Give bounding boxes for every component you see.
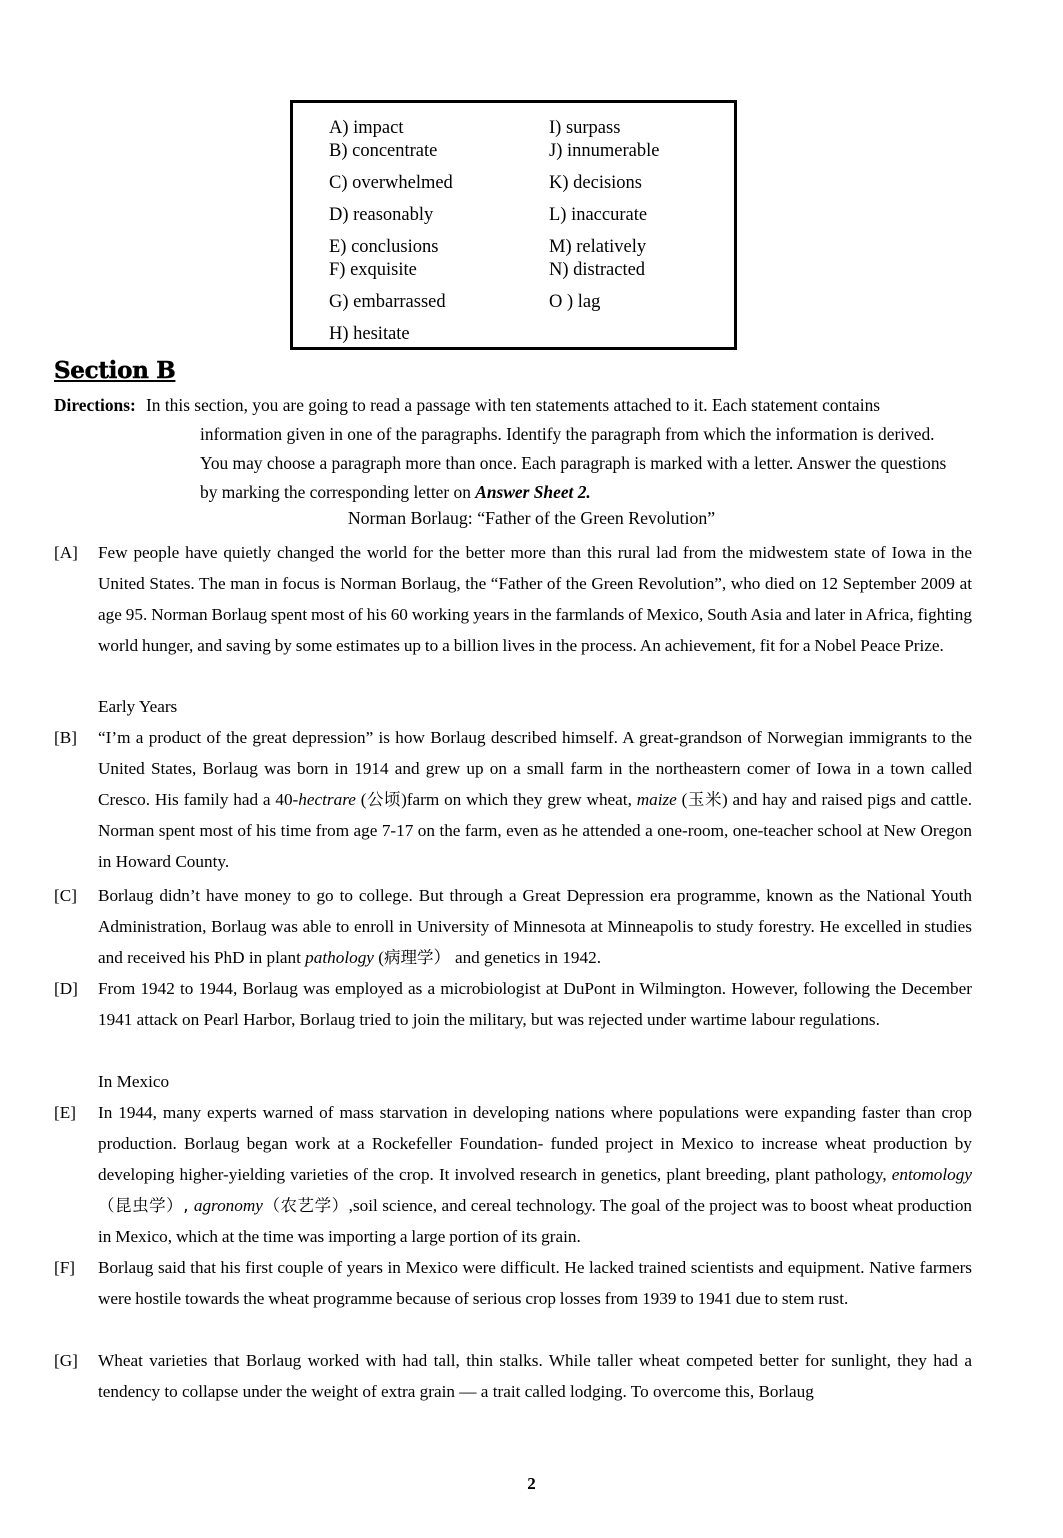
paragraph-tag: [D] — [54, 979, 78, 998]
paragraph-text-run: 昆虫学 — [115, 1196, 167, 1215]
paragraph-text-run: 农艺学 — [280, 1196, 332, 1215]
paragraph-text-run: maize — [636, 790, 677, 809]
word-bank-option[interactable]: M) relatively — [549, 237, 647, 257]
paragraph-text — [98, 1097, 972, 1252]
paragraph-text: From 1942 to 1944, Borlaug was employed as a microbiologist at DuPont in Wilmington. However, following the December 1941 attack on Pearl Harbor, Borlaug tried to join the military, but was rejected under wartime labour regulations. — [98, 979, 972, 1029]
paragraph-e — [54, 1097, 972, 1252]
section-heading: Section B — [54, 357, 176, 384]
passage-title: Norman Borlaug: “Father of the Green Revolution” — [347, 508, 716, 528]
paragraph-text: Borlaug said that his first couple of years in Mexico were difficult. He lacked trained scientists and equipment. Native farmers were hostile towards the wheat programme because of serious crop losses from 1939 to 1941 due to stem rust. — [98, 1258, 972, 1308]
word-bank-right-column — [549, 117, 729, 346]
paragraph-text-run: )farm on which they grew wheat, — [401, 790, 637, 809]
paragraph-tag: [E] — [54, 1103, 76, 1122]
paragraph-tag: [A] — [54, 543, 78, 562]
paragraph-text-run: “I’m a product of the great depression” is how Borlaug described himself. A great-grandson of Norwegian immigrants to the United States, Borlaug was born in 1914 and grew up on a small farm in the northeastern comer of Iowa in a town called Cresco. His family had a 40- — [98, 728, 972, 809]
paragraph-text-run: ） and genetics in 1942. — [433, 948, 601, 967]
word-bank-option[interactable]: E) conclusions — [329, 237, 439, 257]
paragraph-text-run: 病理学 — [383, 948, 434, 967]
paragraph-tag: [C] — [54, 886, 77, 905]
paragraph-a — [54, 537, 972, 661]
word-bank-option[interactable]: C) overwhelmed — [329, 173, 453, 193]
directions-label: Directions: — [54, 395, 136, 415]
paragraph-tag: [B] — [54, 728, 77, 747]
paragraph-text — [98, 880, 972, 973]
word-bank-option[interactable]: G) embarrassed — [329, 292, 446, 312]
word-bank-box — [290, 100, 737, 350]
word-bank-option[interactable]: L) inaccurate — [549, 205, 648, 225]
paragraph-text-run: 公顷 — [366, 790, 402, 809]
directions-line-text: by marking the corresponding letter on — [200, 482, 476, 502]
word-bank-option[interactable]: F) exquisite — [329, 260, 417, 280]
word-bank-option[interactable]: J) innumerable — [549, 141, 660, 161]
paragraph-g — [54, 1345, 972, 1407]
word-bank-option[interactable]: H) hesitate — [329, 324, 410, 344]
page-number: 2 — [527, 1474, 536, 1493]
word-bank-option[interactable]: A) impact — [329, 118, 404, 138]
paragraph-text-run: ( — [676, 790, 688, 809]
directions-line: You may choose a paragraph more than once. Each paragraph is marked with a letter. Answer the questions — [200, 453, 947, 473]
paragraph-text: Wheat varieties that Borlaug worked with had tall, thin stalks. While taller wheat competed better for sunlight, they had a tendency to collapse under the weight of extra grain — a trait called lodging. To overcome this, Borlaug — [98, 1351, 972, 1401]
directions-line: information given in one of the paragraphs. Identify the paragraph from which the information is derived. — [200, 424, 935, 444]
paragraph-text-run: ）, — [166, 1196, 194, 1215]
word-bank-option[interactable]: O ) lag — [549, 292, 601, 312]
paragraph-text-run: In 1944, many experts warned of mass starvation in developing nations where populations were expanding faster than crop production. Borlaug began work at a Rockefeller Foundation- funded project in Mexico to increase wheat production by developing higher-yielding varieties of the crop. It involved research in genetics, plant breeding, plant pathology, — [98, 1103, 972, 1184]
paragraph-d — [54, 973, 972, 1035]
word-bank-option[interactable]: B) concentrate — [329, 141, 438, 161]
paragraph-f — [54, 1252, 972, 1314]
word-bank-columns — [293, 117, 734, 346]
paragraph-b — [54, 722, 972, 877]
directions-block — [54, 391, 972, 507]
paragraph-text-run: pathology — [305, 948, 374, 967]
paragraph-tag: [F] — [54, 1258, 76, 1277]
word-bank-option[interactable]: D) reasonably — [329, 205, 434, 225]
directions-line: In this section, you are going to read a passage with ten statements attached to it. Each statement contains — [146, 395, 881, 415]
paragraph-text: Few people have quietly changed the world for the better more than this rural lad from the midwestem state of Iowa in the United States. The man in focus is Norman Borlaug, the “Father of the Green Revolution”, who died on 12 September 2009 at age 95. Norman Borlaug spent most of his 60 working years in the farmlands of Mexico, South Asia and later in Africa, fighting world hunger, and saving by some estimates up to a billion lives in the process. An achievement, fit for a Nobel Peace Prize. — [98, 543, 972, 655]
answer-sheet-emphasis: Answer Sheet 2. — [475, 482, 591, 502]
paragraph-text-run: （ — [98, 1196, 116, 1215]
paragraph-text-run: Borlaug didn’t have money to go to college. But through a Great Depression era programme, known as the National Youth Administration, Borlaug was able to enroll in University of Minnesota at Minneapolis to study forestry. He excelled in studies and received his PhD in plant — [98, 886, 972, 967]
subhead-in-mexico: In Mexico — [98, 1072, 170, 1091]
paragraph-text-run: 玉米 — [687, 790, 722, 809]
word-bank-left-column — [329, 117, 549, 346]
word-bank-option[interactable]: K) decisions — [549, 173, 642, 193]
word-bank-option[interactable]: N) distracted — [549, 260, 646, 280]
paragraph-c — [54, 880, 972, 973]
paragraph-text-run: ( — [355, 790, 367, 809]
paragraph-text-run: ) and hay and raised pigs and cattle. Norman spent most of his time from age 7-17 on the farm, even as he attended a one-room, one-teacher school at New Oregon in Howard County. — [98, 790, 972, 871]
directions-text — [54, 391, 972, 507]
paragraph-text-run: agronomy — [193, 1196, 263, 1215]
subhead-early-years: Early Years — [98, 697, 178, 716]
word-bank-option[interactable]: I) surpass — [549, 118, 621, 138]
paragraph-text-run: ( — [373, 948, 384, 967]
paragraph-text-run: entomology — [891, 1165, 972, 1184]
paragraph-text — [98, 722, 972, 877]
paragraph-text-run: ） — [331, 1196, 349, 1215]
paragraph-text-run: ,soil science, and cereal technology. The goal of the project was to boost wheat production in Mexico, which at the time was importing a large portion of its grain. — [98, 1196, 973, 1246]
directions-line — [54, 478, 972, 507]
paragraph-tag: [G] — [54, 1351, 78, 1370]
paragraph-text-run: hectrare — [298, 790, 356, 809]
paragraph-text-run: （ — [262, 1196, 281, 1215]
